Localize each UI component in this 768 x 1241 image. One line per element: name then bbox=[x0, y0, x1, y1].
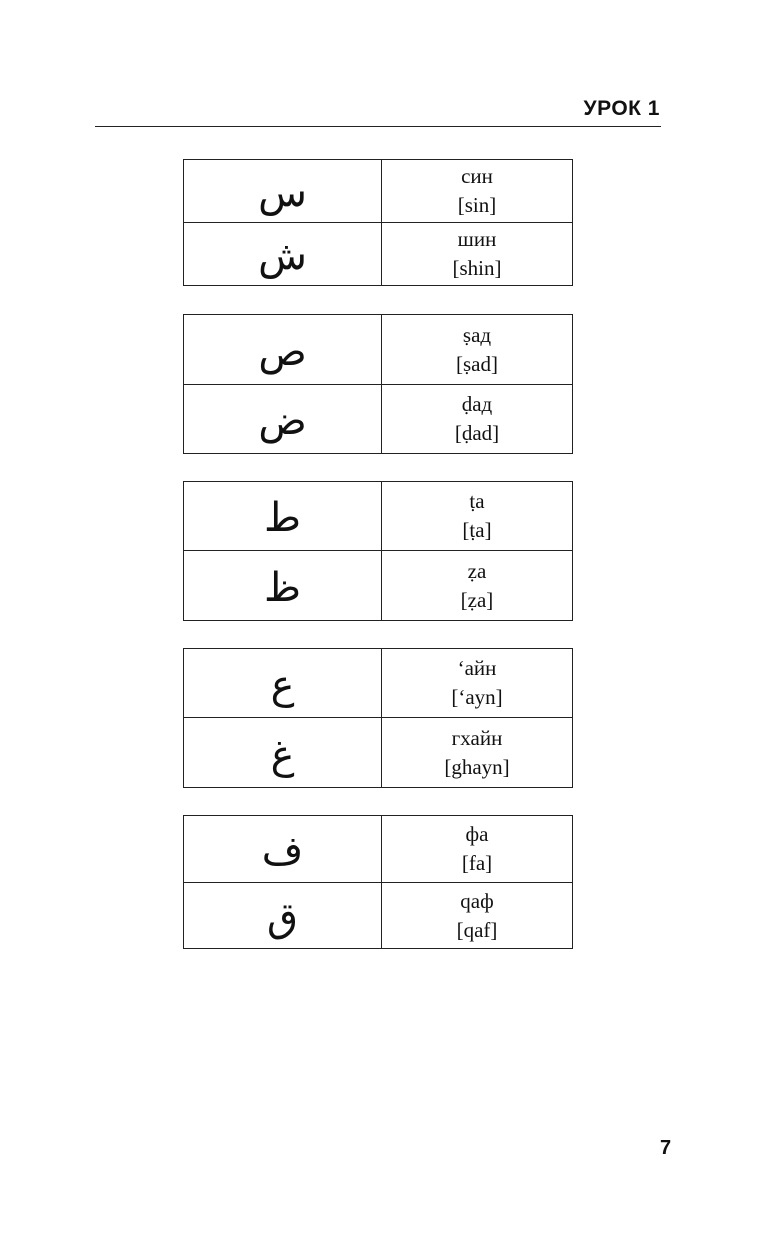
letter-name: гхайн bbox=[451, 725, 503, 750]
letter-name: ṣад bbox=[462, 322, 492, 347]
arabic-letter-cell bbox=[184, 551, 382, 621]
arabic-letter-cell bbox=[184, 385, 382, 454]
letter-name: ‘айн bbox=[457, 656, 497, 680]
arabic-letter: ق bbox=[266, 894, 299, 941]
letter-name: син bbox=[461, 164, 493, 188]
arabic-letter: غ bbox=[270, 731, 295, 778]
letter-transliteration: [ẓa] bbox=[460, 587, 494, 612]
arabic-letter-cell bbox=[184, 883, 382, 949]
header-divider bbox=[95, 126, 661, 127]
letter-row bbox=[184, 816, 573, 883]
letter-name: qаф bbox=[460, 888, 494, 913]
letter-table-ta-za bbox=[183, 481, 573, 621]
arabic-letter-cell bbox=[184, 718, 382, 788]
letter-table-ayn-ghayn bbox=[183, 648, 573, 788]
letter-transliteration: [ṭa] bbox=[462, 518, 492, 542]
arabic-letter: ظ bbox=[264, 564, 301, 611]
letter-name-cell bbox=[382, 315, 573, 385]
arabic-letter: ع bbox=[270, 662, 295, 708]
letter-transliteration: [fa] bbox=[461, 851, 493, 875]
arabic-letter: ط bbox=[264, 495, 301, 541]
arabic-letter-cell bbox=[184, 816, 382, 883]
arabic-letter-cell bbox=[184, 160, 382, 223]
letter-row bbox=[184, 315, 573, 385]
letter-name-cell bbox=[382, 718, 573, 788]
letter-row bbox=[184, 649, 573, 718]
letter-name: ḍад bbox=[461, 392, 493, 416]
arabic-letter: س bbox=[258, 170, 307, 216]
letter-table-fa-qaf bbox=[183, 815, 573, 949]
letter-row bbox=[184, 551, 573, 621]
letter-name: ṭа bbox=[469, 489, 485, 513]
letter-name-cell bbox=[382, 160, 573, 223]
letter-name-cell bbox=[382, 482, 573, 551]
arabic-letter-cell bbox=[184, 315, 382, 385]
letter-table-sad-dad bbox=[183, 314, 573, 454]
letter-transliteration: [shin] bbox=[452, 256, 502, 280]
arabic-letter: ص bbox=[258, 328, 307, 375]
arabic-letter: ش bbox=[258, 233, 307, 279]
letter-name: фа bbox=[465, 822, 489, 846]
arabic-letter-cell bbox=[184, 482, 382, 551]
letter-row bbox=[184, 223, 573, 286]
arabic-letter: ض bbox=[258, 398, 307, 444]
page-number: 7 bbox=[660, 1137, 672, 1159]
letter-row bbox=[184, 883, 573, 949]
arabic-letter: ف bbox=[261, 828, 304, 874]
arabic-letter-cell bbox=[184, 649, 382, 718]
letter-table-sin-shin bbox=[183, 159, 573, 286]
letter-name: шин bbox=[457, 227, 497, 251]
letter-transliteration: [sin] bbox=[457, 193, 497, 217]
letter-name-cell bbox=[382, 883, 573, 949]
letter-name-cell bbox=[382, 385, 573, 454]
lesson-title: УРОК 1 bbox=[583, 97, 660, 120]
letter-transliteration: [ḍad] bbox=[454, 421, 500, 445]
letter-row bbox=[184, 482, 573, 551]
letter-transliteration: [ghayn] bbox=[444, 754, 510, 779]
letter-transliteration: [ṣad] bbox=[456, 351, 498, 376]
letter-row bbox=[184, 385, 573, 454]
letter-row bbox=[184, 718, 573, 788]
arabic-letter-cell bbox=[184, 223, 382, 286]
letter-name-cell bbox=[382, 816, 573, 883]
letter-name-cell bbox=[382, 551, 573, 621]
letter-transliteration: [‘ayn] bbox=[451, 685, 503, 709]
letter-transliteration: [qaf] bbox=[456, 917, 498, 942]
letter-row bbox=[184, 160, 573, 223]
letter-name-cell bbox=[382, 223, 573, 286]
letter-name-cell bbox=[382, 649, 573, 718]
letter-name: ẓа bbox=[467, 558, 487, 583]
